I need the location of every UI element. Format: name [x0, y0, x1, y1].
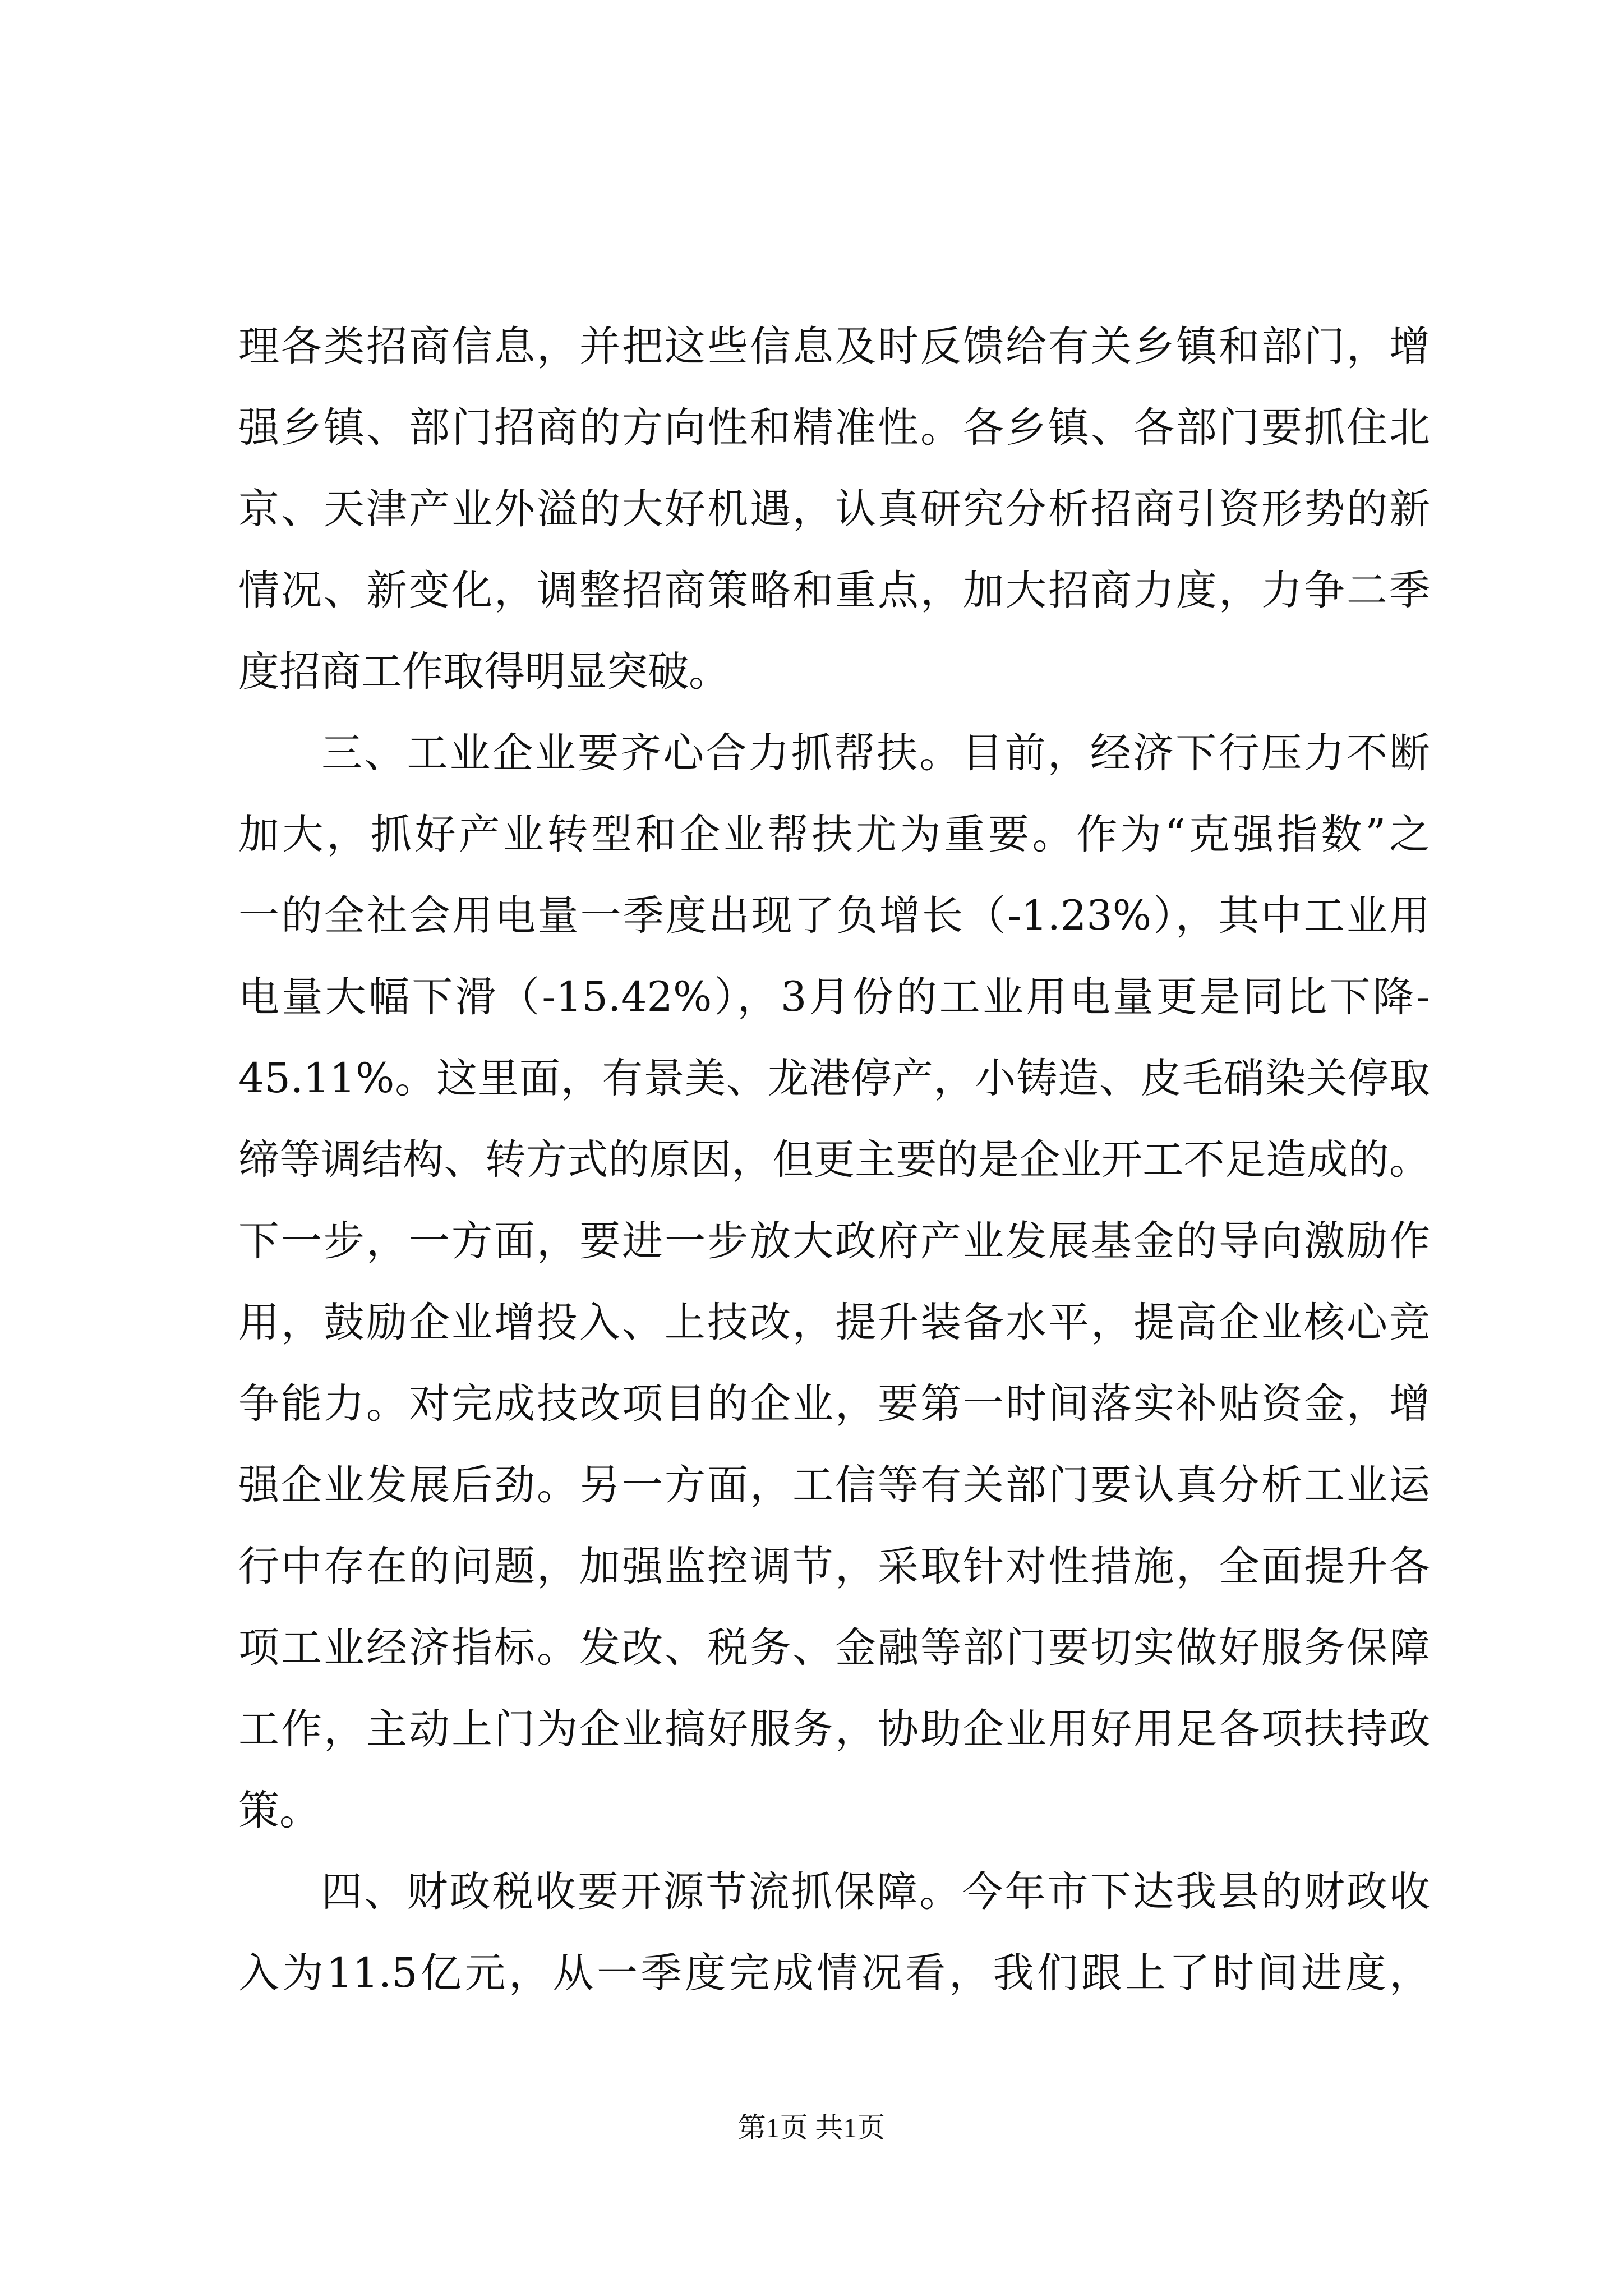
paragraph: [238, 1851, 1430, 2014]
text-line: 四、财政税收要开源节流抓保障。今年市下达我县的财政收: [321, 1868, 1430, 1916]
text-line: 缔等调结构、转方式的原因，但更主要的是企业开工不足造成的。: [238, 1136, 1430, 1184]
text-line: 强乡镇、部门招商的方向性和精准性。各乡镇、各部门要抓住北: [238, 404, 1430, 452]
text-line: 用，鼓励企业增投入、上技改，提升装备水平，提高企业核心竞: [238, 1299, 1430, 1346]
paragraph: [238, 712, 1430, 1851]
text-line: 下一步，一方面，要进一步放大政府产业发展基金的导向激励作: [238, 1217, 1430, 1265]
text-line: 策。: [238, 1787, 320, 1834]
text-line: 工作，主动上门为企业搞好服务，协助企业用好用足各项扶持政: [238, 1705, 1430, 1753]
text-line: 强企业发展后劲。另一方面，工信等有关部门要认真分析工业运: [238, 1461, 1430, 1509]
text-line: 电量大幅下滑（-15.42%），3月份的工业用电量更是同比下降-: [238, 973, 1430, 1021]
text-line: 度招商工作取得明显突破。: [238, 648, 730, 696]
document-body: [238, 306, 1430, 2014]
text-line: 京、天津产业外溢的大好机遇，认真研究分析招商引资形势的新: [238, 485, 1430, 533]
text-line: 45.11%。这里面，有景美、龙港停产，小铸造、皮毛硝染关停取: [238, 1055, 1430, 1102]
page-footer: 第1页 共1页: [737, 2112, 886, 2143]
text-line: 三、工业企业要齐心合力抓帮扶。目前，经济下行压力不断: [321, 729, 1430, 777]
text-line: 加大，抓好产业转型和企业帮扶尤为重要。作为“克强指数”之: [238, 811, 1430, 858]
text-line: 情况、新变化，调整招商策略和重点，加大招商力度，力争二季: [238, 567, 1430, 614]
text-line: 理各类招商信息，并把这些信息及时反馈给有关乡镇和部门，增: [238, 323, 1430, 370]
paragraph: [238, 306, 1430, 712]
text-line: 一的全社会用电量一季度出现了负增长（-1.23%），其中工业用: [238, 892, 1430, 940]
text-line: 争能力。对完成技改项目的企业，要第一时间落实补贴资金，增: [238, 1380, 1430, 1428]
text-line: 入为11.5亿元，从一季度完成情况看，我们跟上了时间进度，: [238, 1949, 1430, 1997]
text-line: 项工业经济指标。发改、税务、金融等部门要切实做好服务保障: [238, 1624, 1430, 1672]
text-line: 行中存在的问题，加强监控调节，采取针对性措施，全面提升各: [238, 1543, 1430, 1590]
